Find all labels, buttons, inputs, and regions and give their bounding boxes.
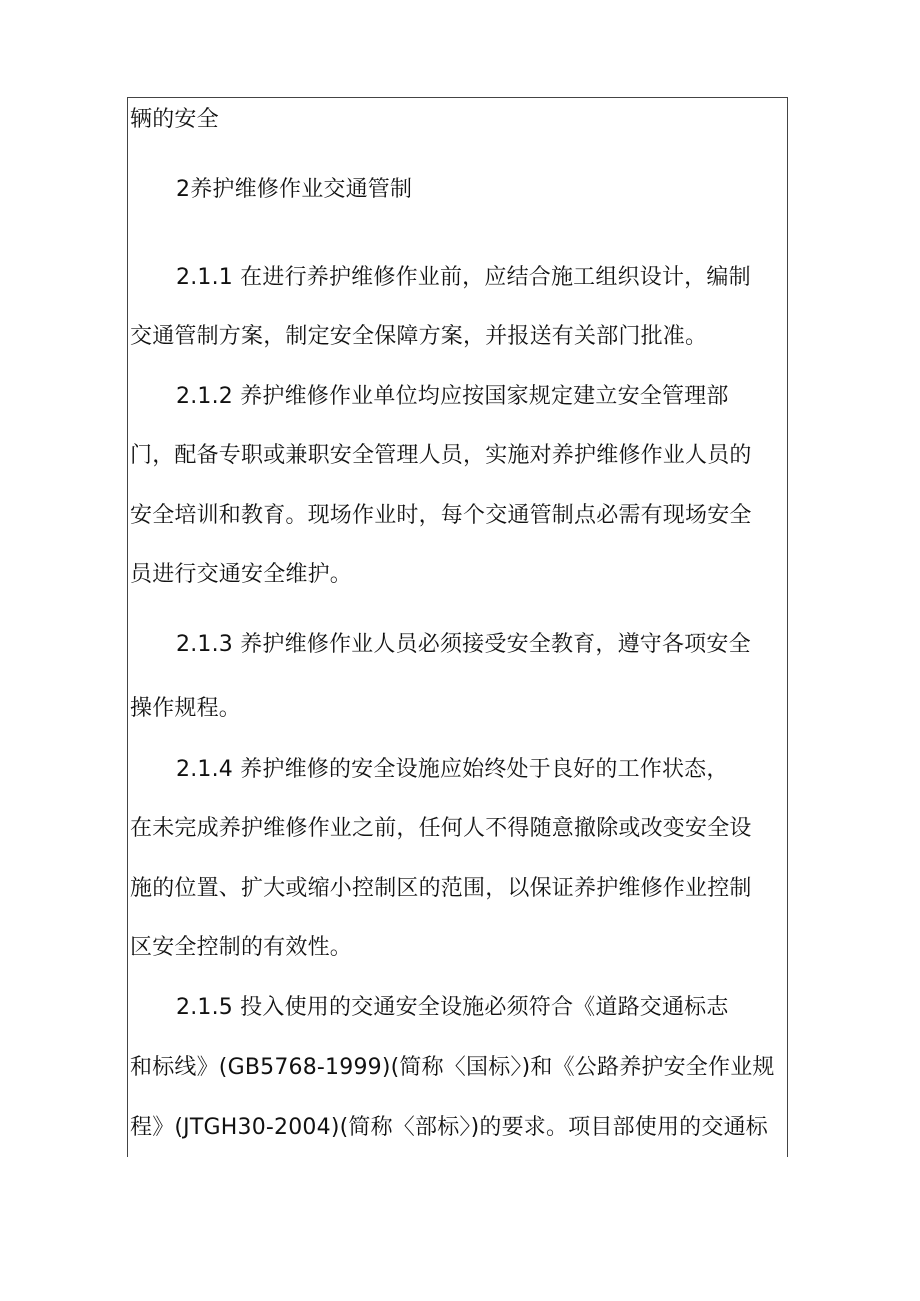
paragraph-line: 门，配备专职或兼职安全管理人员，实施对养护维修作业人员的: [130, 443, 752, 468]
section-heading: 2养护维修作业交通管制: [176, 177, 413, 202]
paragraph-line: 2.1.5 投入使用的交通安全设施必须符合《道路交通标志: [176, 995, 729, 1020]
paragraph-line: 在未完成养护维修作业之前，任何人不得随意撤除或改变安全设: [130, 816, 752, 841]
paragraph-line: 交通管制方案，制定安全保障方案，并报送有关部门批准。: [130, 324, 708, 349]
paragraph-line: 安全培训和教育。现场作业时，每个交通管制点必需有现场安全: [130, 503, 752, 528]
paragraph-line: 施的位置、扩大或缩小控制区的范围，以保证养护维修作业控制: [130, 876, 752, 901]
paragraph-line: 2.1.1 在进行养护维修作业前，应结合施工组织设计，编制: [176, 265, 751, 290]
paragraph-line: 2.1.4 养护维修的安全设施应始终处于良好的工作状态，: [176, 757, 729, 782]
paragraph-line: 2.1.2 养护维修作业单位均应按国家规定建立安全管理部: [176, 384, 729, 409]
paragraph-line: 程》(JTGH30-2004)(简称〈部标〉)的要求。项目部使用的交通标: [130, 1115, 768, 1140]
paragraph-line: 员进行交通安全维护。: [130, 562, 353, 587]
paragraph-line: 区安全控制的有效性。: [130, 935, 353, 960]
paragraph-line: 操作规程。: [130, 696, 242, 721]
paragraph-line: 和标线》(GB5768-1999)(简称〈国标〉)和《公路养护安全作业规: [130, 1055, 775, 1080]
paragraph-line: 2.1.3 养护维修作业人员必须接受安全教育，遵守各项安全: [176, 632, 751, 657]
text-line: 辆的安全: [130, 107, 219, 132]
